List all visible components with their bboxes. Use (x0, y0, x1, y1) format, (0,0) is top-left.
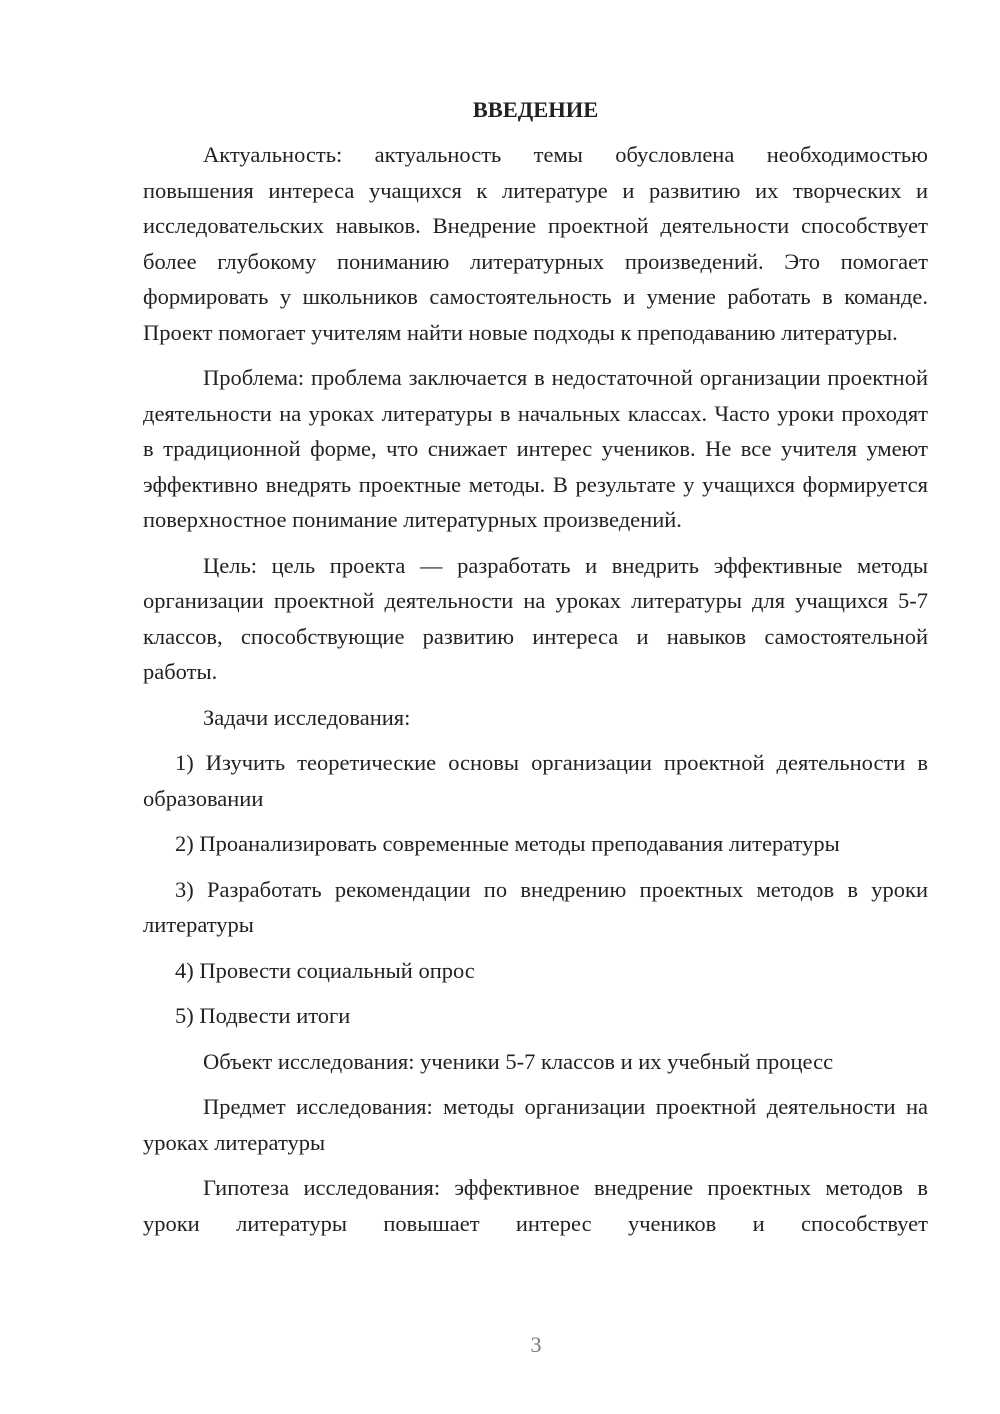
task-item-1: 1) Изучить теоретические основы организации проектной деятельности в образовании (143, 750, 928, 811)
task-item-3: 3) Разработать рекомендации по внедрению проектных методов в уроки литературы (143, 876, 928, 937)
paragraph-subject: Предмет исследования: методы организации проектной деятельности на уроках литературы (143, 1094, 928, 1155)
paragraph-goal: Цель: цель проекта — разработать и внедрить эффективные методы организации проектной деятельности на уроках литературы для учащихся 5-7 классов, способствующие развитию интереса и навыков самостоятельной работы. (143, 552, 928, 684)
task-item-2: 2) Проанализировать современные методы преподавания литературы (175, 831, 840, 856)
page-number: 3 (530, 1332, 542, 1357)
paragraph-tasks-title: Задачи исследования: (203, 704, 411, 730)
paragraph-relevance: Актуальность: актуальность темы обусловлена необходимостью повышения интереса учащихся к литературе и развитию их творческих и исследовательских навыков. Внедрение проектной деятельности способствует более глубокому пониманию литературных произведений. Это помогает формировать у школьников самостоятельность и умение работать в команде. Проект помогает учителям найти новые подходы к преподаванию литературы. (143, 142, 928, 345)
section-heading: ВВЕДЕНИЕ (472, 97, 599, 122)
document-body (143, 92, 928, 1251)
paragraph-problem: Проблема: проблема заключается в недостаточной организации проектной деятельности на уроках литературы в начальных классах. Часто уроки проходят в традиционной форме, что снижает интерес учеников. Не все учителя умеют эффективно внедрять проектные методы. В результате у учащихся формируется поверхностное понимание литературных произведений. (143, 365, 928, 532)
paragraph-hypothesis: Гипотеза исследования: эффективное внедрение проектных методов в уроки литературы повышает интерес учеников и способствует (143, 1175, 928, 1236)
paragraph-object: Объект исследования: ученики 5-7 классов и их учебный процесс (203, 1048, 834, 1074)
task-item-4: 4) Провести социальный опрос (175, 957, 475, 983)
task-item-5: 5) Подвести итоги (175, 1003, 351, 1028)
